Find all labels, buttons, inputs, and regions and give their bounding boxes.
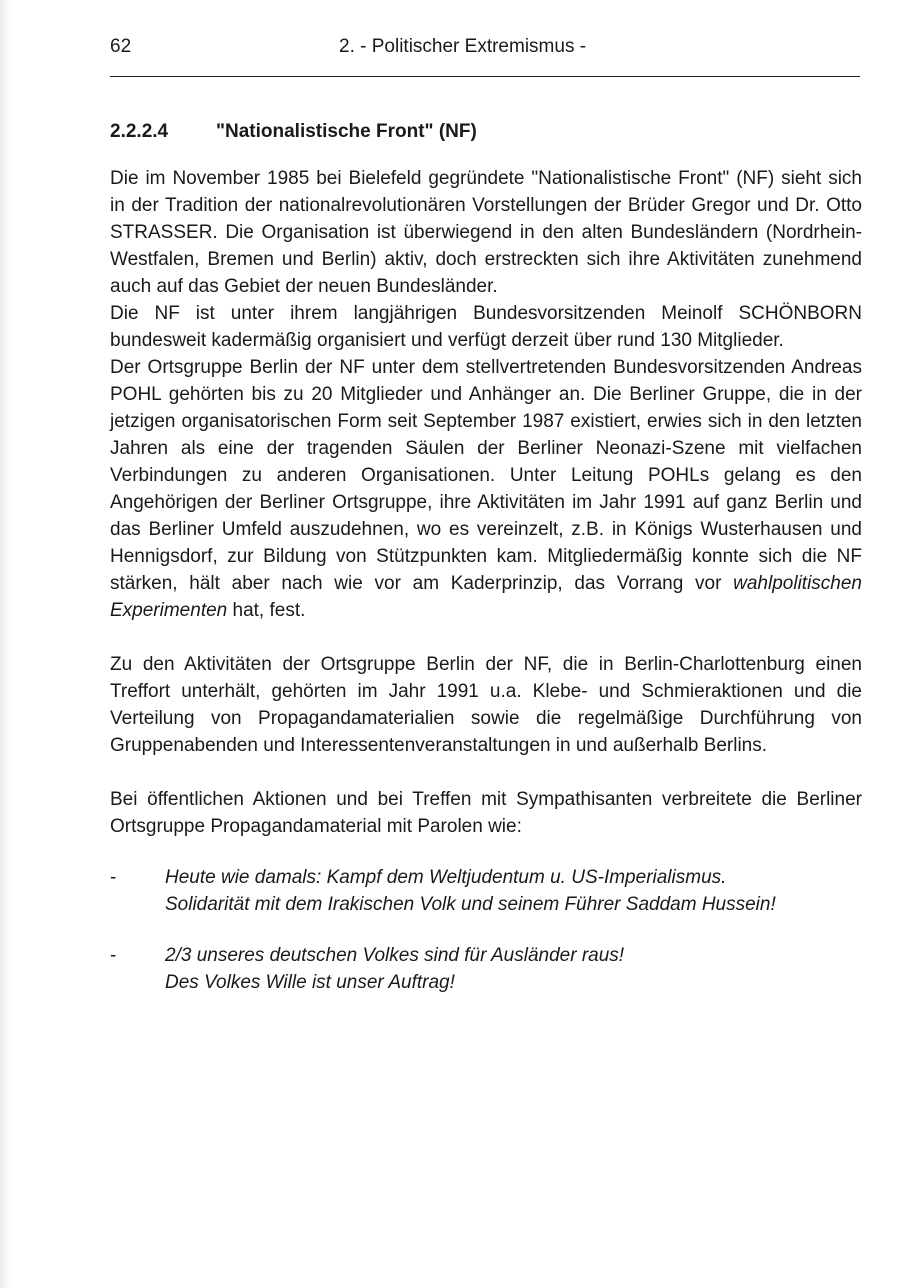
paragraph-membership: Die NF ist unter ihrem langjährigen Bundesvorsitzenden Meinolf SCHÖNBORN bundesweit kadermäßig organisiert und verfügt derzeit über rund 130 Mitglieder. bbox=[110, 303, 862, 351]
slogan-line: 2/3 unseres deutschen Volkes sind für Ausländer raus! bbox=[165, 945, 625, 966]
page-header bbox=[110, 36, 860, 64]
running-title: 2. - Politischer Extremismus - bbox=[339, 36, 587, 57]
paragraph-founding: Die im November 1985 bei Bielefeld gegründete "Nationalistische Front" (NF) sieht sich in der Tradition der nationalrevolutionären Vorstellungen der Brüder Gregor und Dr. Otto STRASSER. Die Organisation ist überwiegend in den alten Bundesländern (Nordrhein-Westfalen, Bremen und Berlin) aktiv, doch erstreckten sich ihre Aktivitäten zunehmend auch auf das Gebiet der neuen Bundesländer. bbox=[110, 168, 862, 297]
slogan-dash: - bbox=[110, 867, 117, 888]
section-title: "Nationalistische Front" (NF) bbox=[216, 121, 477, 142]
header-rule bbox=[110, 76, 860, 77]
slogan-line: Des Volkes Wille ist unser Auftrag! bbox=[165, 972, 455, 993]
paragraph-berlin-group-text: Der Ortsgruppe Berlin der NF unter dem stellvertretenden Bundesvorsitzenden Andreas POHL gehörten bis zu 20 Mitglieder und Anhänger an. Die Berliner Gruppe, die in der jetzigen organisatorischen Form seit September 1987 existiert, erwies sich in den letzten Jahren als eine der tragenden Säulen der Berliner Neonazi-Szene mit vielfachen Verbindungen zu anderen Organisationen. Unter Leitung POHLs gelang es den Angehörigen der Berliner Ortsgruppe, ihre Aktivitäten im Jahr 1991 auf ganz Berlin und das Berliner Umfeld auszudehnen, wo es vereinzelt, z.B. in Königs Wusterhausen und Hennigsdorf, zur Bildung von Stützpunkten kam. Mitgliedermäßig konnte sich die NF stärken, hält aber nach wie vor am Kaderprinzip, das Vorrang vor bbox=[110, 357, 862, 594]
slogan-item bbox=[110, 864, 862, 918]
slogan-list bbox=[110, 864, 862, 996]
document-body bbox=[110, 118, 862, 1020]
paragraph-berlin-group-end: hat, fest. bbox=[227, 600, 306, 621]
page-number: 62 bbox=[110, 36, 132, 57]
paragraph-berlin-group-italic: wahlpolitischen Experimenten bbox=[110, 573, 862, 621]
slogan-dash: - bbox=[110, 945, 117, 966]
paragraph-berlin-group bbox=[110, 354, 862, 624]
paragraph-activities: Zu den Aktivitäten der Ortsgruppe Berlin der NF, die in Berlin-Charlottenburg einen Treffort unterhält, gehörten im Jahr 1991 u.a. Klebe- und Schmieraktionen und die Verteilung von Propagandamaterialien sowie die regelmäßige Durchführung von Gruppenabenden und Interessentenveranstaltungen in und außerhalb Berlins. bbox=[110, 654, 862, 756]
section-number: 2.2.2.4 bbox=[110, 121, 169, 142]
paragraph-propaganda-intro: Bei öffentlichen Aktionen und bei Treffen mit Sympathisanten verbreitete die Berliner Ortsgruppe Propagandamaterial mit Parolen wie: bbox=[110, 789, 862, 837]
slogan-line: Solidarität mit dem Irakischen Volk und seinem Führer Saddam Hussein! bbox=[165, 894, 776, 915]
slogan-item bbox=[110, 942, 862, 996]
slogan-line: Heute wie damals: Kampf dem Weltjudentum u. US-Imperialismus. bbox=[165, 867, 727, 888]
section-heading bbox=[110, 118, 862, 145]
